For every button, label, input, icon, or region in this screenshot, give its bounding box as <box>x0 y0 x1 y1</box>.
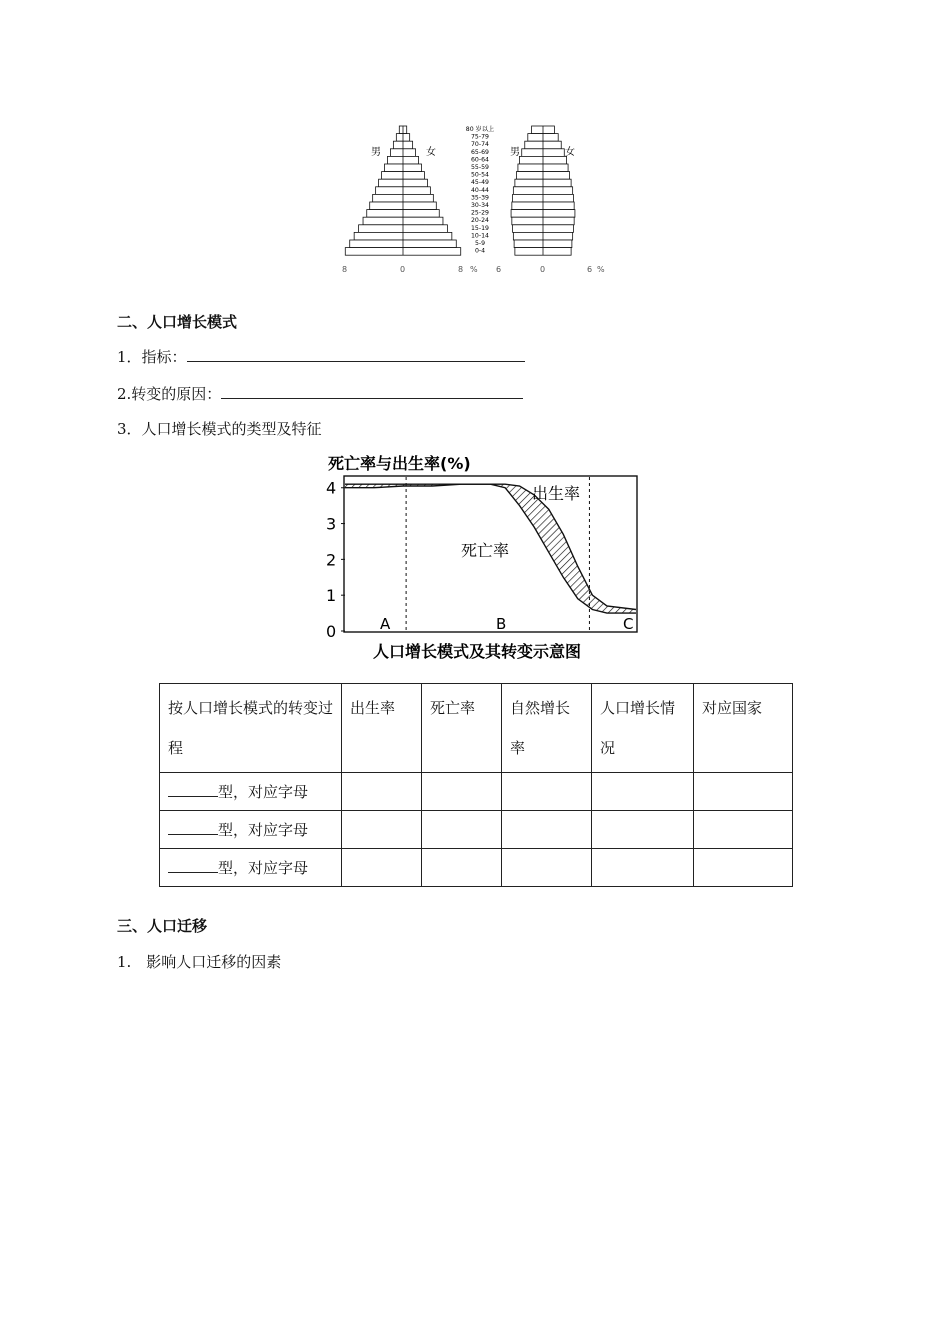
population-pyramids <box>330 118 620 278</box>
pyramid-stationary <box>511 126 575 255</box>
row-type-cell[interactable] <box>160 773 342 811</box>
table-row <box>160 811 793 849</box>
table-row <box>160 849 793 887</box>
death-rate-label: 死亡率 <box>461 541 510 560</box>
age-label: 20-24 <box>471 217 489 225</box>
age-label: 15-19 <box>471 224 489 232</box>
y-tick-label: 4 <box>326 478 337 498</box>
header-natural-growth: 自然增长率 <box>502 684 592 773</box>
table-cell[interactable] <box>502 811 592 849</box>
table-cell[interactable] <box>502 773 592 811</box>
table-cell[interactable] <box>342 849 422 887</box>
table-cell[interactable] <box>592 811 694 849</box>
indicator-blank[interactable] <box>187 347 525 362</box>
reason-blank[interactable] <box>221 384 523 399</box>
age-label: 55-59 <box>471 164 489 171</box>
header-death-rate: 死亡率 <box>422 684 502 773</box>
stage-label-c: C <box>623 615 634 633</box>
age-label: 60-64 <box>471 156 489 164</box>
reason-label: 2.转变的原因： <box>117 385 222 403</box>
type-blank[interactable] <box>168 858 218 873</box>
age-label: 25-29 <box>471 209 489 217</box>
section-3-heading: 三、人口迁移 <box>117 917 208 935</box>
y-tick-label: 0 <box>326 622 337 641</box>
left-axis-min: 8 <box>342 265 348 274</box>
y-tick-label: 1 <box>326 586 337 606</box>
table-cell[interactable] <box>342 773 422 811</box>
age-group-labels <box>466 125 494 255</box>
left-axis-zero: 0 <box>400 265 406 274</box>
table-cell[interactable] <box>694 849 793 887</box>
type-blank[interactable] <box>168 782 218 797</box>
row-type-cell[interactable] <box>160 811 342 849</box>
migration-factors-item: 1. 影响人口迁移的因素 <box>117 953 282 971</box>
age-label: 65-69 <box>471 148 489 156</box>
age-label: 80 岁以上 <box>465 126 495 133</box>
table-row <box>160 773 793 811</box>
age-label: 10-14 <box>471 232 489 240</box>
y-tick-label: 2 <box>326 550 337 570</box>
header-transition: 按人口增长模式的转变过程 <box>160 684 342 773</box>
header-countries: 对应国家 <box>694 684 793 773</box>
age-label: 45-49 <box>471 179 489 187</box>
indicator-line <box>117 346 525 367</box>
right-axis-unit: % <box>597 265 605 274</box>
stage-label-a: A <box>380 615 391 633</box>
left-female-label: 女 <box>426 147 436 158</box>
y-tick-label: 3 <box>326 514 337 534</box>
table-cell[interactable] <box>694 811 793 849</box>
growth-model-chart <box>318 450 648 665</box>
table-cell[interactable] <box>502 849 592 887</box>
right-axis-max: 6 <box>587 265 593 274</box>
right-axis-min: 6 <box>496 265 502 274</box>
right-female-label: 女 <box>565 147 575 158</box>
table-cell[interactable] <box>342 811 422 849</box>
chart-ylabel: 死亡率与出生率(%) <box>328 454 471 473</box>
age-label: 30-34 <box>471 202 489 209</box>
table-cell[interactable] <box>422 811 502 849</box>
birth-rate-label: 出生率 <box>532 484 581 503</box>
table-cell[interactable] <box>422 773 502 811</box>
types-heading: 3．人口增长模式的类型及特征 <box>117 420 322 438</box>
row-label: 型，对应字母 <box>218 859 309 877</box>
age-label: 5-9 <box>474 240 486 247</box>
left-axis-max: 8 <box>458 265 464 274</box>
age-label: 50-54 <box>471 171 489 179</box>
left-axis-unit: % <box>470 265 478 274</box>
row-label: 型，对应字母 <box>218 783 309 801</box>
reason-line <box>117 383 523 404</box>
row-type-cell[interactable] <box>160 849 342 887</box>
right-male-label: 男 <box>510 147 520 158</box>
growth-model-table <box>159 683 793 887</box>
type-blank[interactable] <box>168 820 218 835</box>
table-cell[interactable] <box>694 773 793 811</box>
row-label: 型，对应字母 <box>218 821 309 839</box>
chart-title: 人口增长模式及其转变示意图 <box>373 642 582 661</box>
section-2-heading: 二、人口增长模式 <box>117 313 238 331</box>
age-label: 40-44 <box>471 186 489 194</box>
table-header-row <box>160 684 793 773</box>
age-label: 35-39 <box>471 194 489 202</box>
header-birth-rate: 出生率 <box>342 684 422 773</box>
table-cell[interactable] <box>592 773 694 811</box>
stage-label-b: B <box>496 615 507 633</box>
left-male-label: 男 <box>371 147 381 158</box>
y-tick-labels <box>326 479 345 641</box>
age-label: 75-79 <box>471 133 489 141</box>
right-axis-zero: 0 <box>540 265 546 274</box>
age-label: 70-74 <box>471 141 489 149</box>
pyramid-expansive <box>345 126 460 255</box>
age-label: 0-4 <box>474 247 486 255</box>
table-cell[interactable] <box>592 849 694 887</box>
indicator-label: 1．指标： <box>117 348 187 366</box>
header-growth-status: 人口增长情况 <box>592 684 694 773</box>
table-cell[interactable] <box>422 849 502 887</box>
